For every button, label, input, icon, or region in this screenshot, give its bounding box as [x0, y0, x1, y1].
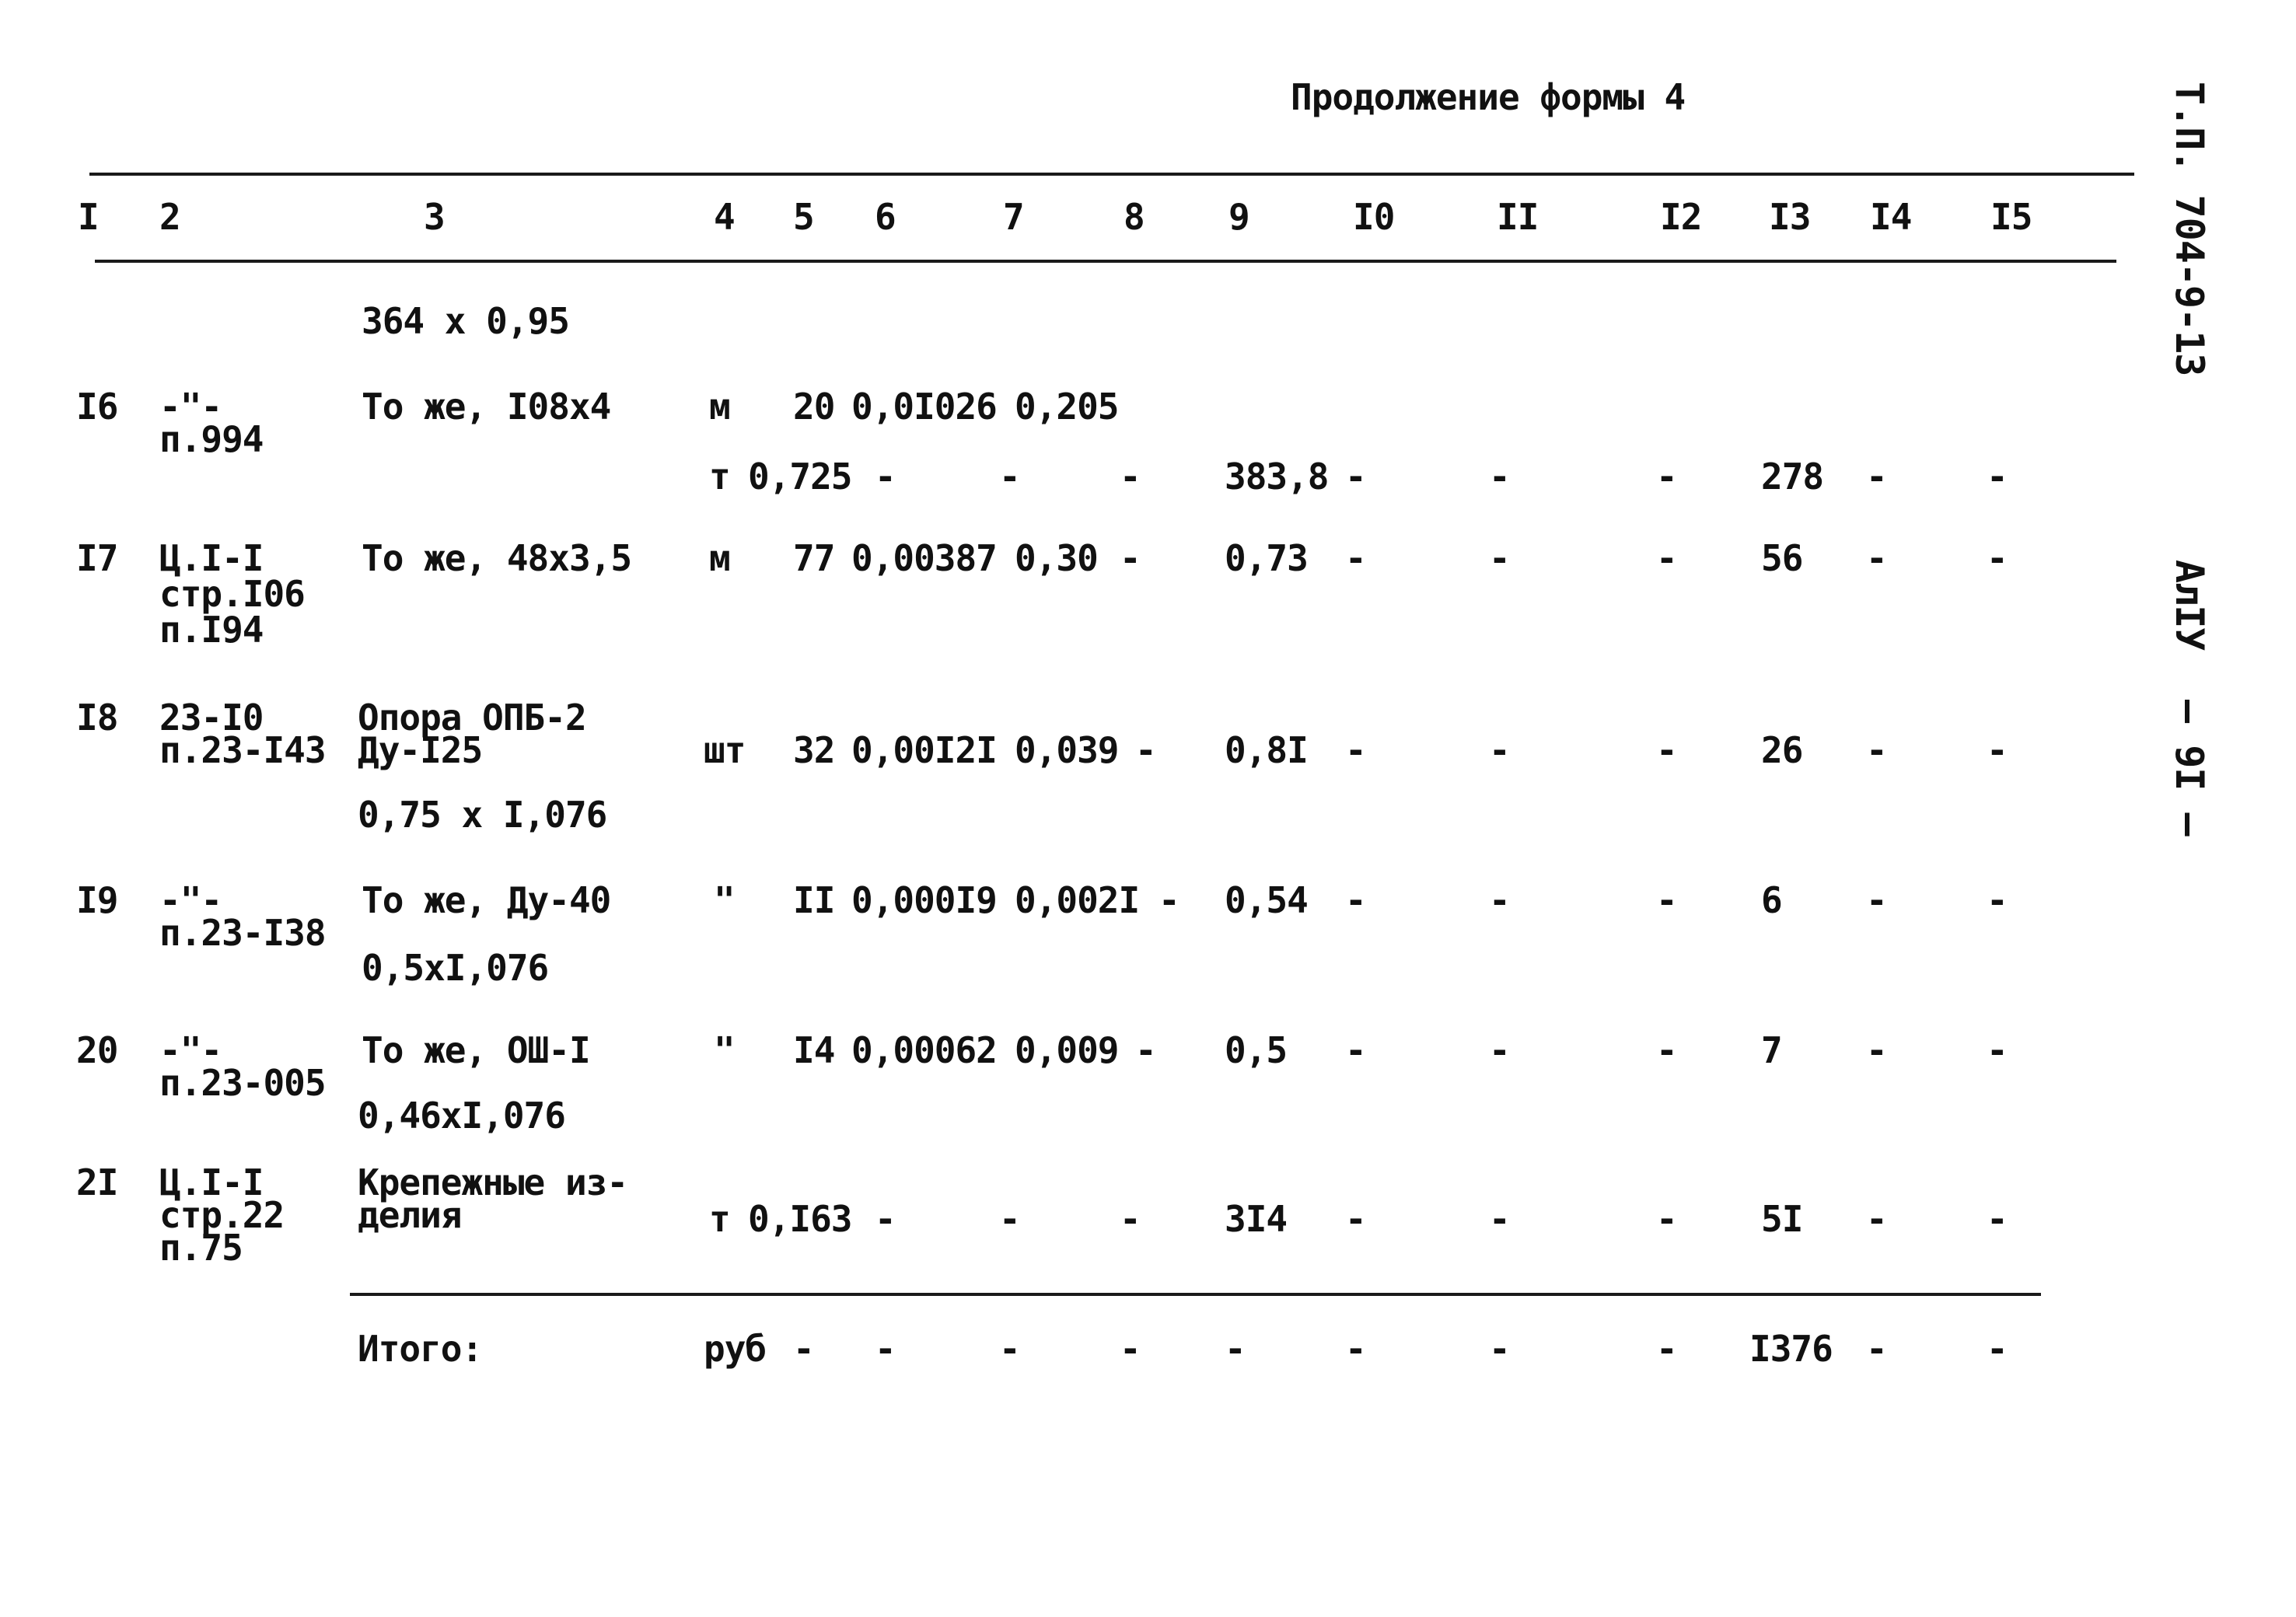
col-header: 9 — [1228, 196, 1249, 238]
col-header: I — [78, 196, 99, 238]
cell-c12: - — [1656, 456, 1677, 498]
cell-c5: 0,I63 — [748, 1198, 852, 1240]
col-header: 8 — [1124, 196, 1145, 238]
col-header: 2 — [159, 196, 180, 238]
row-name: 0,46xI,076 — [358, 1095, 565, 1137]
cell-c13: 56 — [1761, 537, 1803, 579]
col-header: II — [1497, 196, 1539, 238]
row-number: I7 — [76, 537, 118, 579]
row-ref: 23-I0 — [159, 697, 264, 739]
cell-c11: - — [1489, 456, 1510, 498]
cell-c15: - — [1987, 1328, 2008, 1370]
cell-c5: I4 — [793, 1029, 835, 1071]
row-name: 0,5xI,076 — [362, 947, 549, 989]
total-rule — [350, 1293, 2041, 1296]
col-header: I0 — [1353, 196, 1395, 238]
cell-c8: - — [1120, 537, 1141, 579]
row-number: 2I — [76, 1161, 118, 1203]
row-name: То же, ОШ-I — [362, 1029, 590, 1071]
cell-c6: - — [875, 1198, 896, 1240]
cell-c9: 383,8 — [1225, 456, 1329, 498]
header-bottom-rule — [95, 260, 2116, 263]
cell-c15: - — [1987, 729, 2008, 771]
cell-c7: - — [999, 456, 1020, 498]
cell-c8: - — [1135, 729, 1156, 771]
page-number: — 9I — — [2167, 700, 2212, 836]
cell-c15: - — [1987, 879, 2008, 921]
cell-c14: - — [1866, 537, 1887, 579]
cell-c7: 0,30 — [1015, 537, 1098, 579]
cell-c8: - — [1120, 1328, 1141, 1370]
cell-c9: 0,73 — [1225, 537, 1308, 579]
cell-unit: м — [709, 537, 730, 579]
cell-c7: 0,002I — [1015, 879, 1140, 921]
cell-c10: - — [1345, 537, 1366, 579]
cell-c5: - — [793, 1328, 814, 1370]
col-header: 5 — [793, 196, 814, 238]
cell-c13: 5I — [1761, 1198, 1803, 1240]
cell-c5: II — [793, 879, 835, 921]
cell-c6: 0,0I026 — [851, 386, 997, 428]
row-ref: Ц.I-I — [159, 537, 264, 579]
cell-c10: - — [1345, 456, 1366, 498]
cell-c12: - — [1656, 1328, 1677, 1370]
cell-unit: т — [709, 1198, 730, 1240]
cell-c8: - — [1158, 879, 1179, 921]
row-number: I6 — [76, 386, 118, 428]
cell-c10: - — [1345, 1029, 1366, 1071]
cell-c7: 0,039 — [1015, 729, 1119, 771]
cell-c15: - — [1987, 456, 2008, 498]
cell-c6: 0,00062 — [851, 1029, 997, 1071]
row-ref: п.23-I38 — [159, 912, 326, 954]
cell-c11: - — [1489, 1328, 1510, 1370]
cell-c14: - — [1866, 1029, 1887, 1071]
cell-unit: м — [709, 386, 730, 428]
row-ref: п.75 — [159, 1227, 243, 1269]
row-number: 20 — [76, 1029, 118, 1071]
cell-c7: - — [999, 1328, 1020, 1370]
cell-c14: - — [1866, 1328, 1887, 1370]
col-header: I3 — [1769, 196, 1811, 238]
col-header: 6 — [875, 196, 896, 238]
cell-c9: - — [1225, 1328, 1246, 1370]
row-name: делия — [358, 1194, 462, 1236]
col-header: I4 — [1870, 196, 1912, 238]
cell-unit: " — [714, 879, 735, 921]
row-ref: п.23-I43 — [159, 729, 326, 771]
doc-code: Т.П. 704-9-13 — [2167, 82, 2212, 376]
cell-c13: 6 — [1761, 879, 1782, 921]
total-label: Итого: — [358, 1328, 483, 1370]
cell-c12: - — [1656, 879, 1677, 921]
cell-c9: 0,5 — [1225, 1029, 1288, 1071]
cell-c6: 0,00I2I — [851, 729, 997, 771]
row-number: I8 — [76, 697, 118, 739]
cell-c15: - — [1987, 537, 2008, 579]
col-header: 4 — [714, 196, 735, 238]
cell-c10: - — [1345, 729, 1366, 771]
row-ref: Ц.I-I — [159, 1161, 264, 1203]
cell-c15: - — [1987, 1029, 2008, 1071]
row-ref: -"- — [159, 879, 222, 921]
cell-c10: - — [1345, 1328, 1366, 1370]
cell-c14: - — [1866, 1198, 1887, 1240]
row-number: I9 — [76, 879, 118, 921]
cell-c6: 0,000I9 — [851, 879, 997, 921]
row-name: То же, Ду-40 — [362, 879, 611, 921]
cell-unit: " — [714, 1029, 735, 1071]
album-code: АлIУ — [2167, 560, 2212, 651]
cell-c9: 0,8I — [1225, 729, 1308, 771]
row-ref: стр.I06 — [159, 573, 305, 615]
cell-c5: 0,725 — [748, 456, 852, 498]
row-name: То же, 48x3,5 — [362, 537, 632, 579]
cell-c8: - — [1120, 456, 1141, 498]
row-name: Крепежные из- — [358, 1161, 628, 1203]
cell-c6: 0,00387 — [851, 537, 997, 579]
row-name: 0,75 x I,076 — [358, 794, 607, 836]
cell-c15: - — [1987, 1198, 2008, 1240]
form-title: Продолжение формы 4 — [1291, 76, 1686, 118]
cell-c12: - — [1656, 537, 1677, 579]
cell-c5: 20 — [793, 386, 835, 428]
cell-c11: - — [1489, 729, 1510, 771]
row-ref: п.I94 — [159, 609, 264, 651]
cell-c12: - — [1656, 1029, 1677, 1071]
cell-unit: руб — [704, 1328, 767, 1370]
row-name: То же, I08x4 — [362, 386, 611, 428]
cell-c7: 0,009 — [1015, 1029, 1119, 1071]
cell-c10: - — [1345, 1198, 1366, 1240]
cell-c11: - — [1489, 1198, 1510, 1240]
header-top-rule — [89, 173, 2134, 176]
col-header: I2 — [1660, 196, 1702, 238]
cell-c11: - — [1489, 537, 1510, 579]
cell-unit: т — [709, 456, 730, 498]
cell-c6: - — [875, 456, 896, 498]
cell-c13: 26 — [1761, 729, 1803, 771]
cell-unit: шт — [704, 729, 746, 771]
cell-c12: - — [1656, 1198, 1677, 1240]
cell-c10: - — [1345, 879, 1366, 921]
cell-c13: 7 — [1761, 1029, 1782, 1071]
cell-c9: 0,54 — [1225, 879, 1308, 921]
cell-c9: 3I4 — [1225, 1198, 1288, 1240]
cell-c14: - — [1866, 729, 1887, 771]
cell-c5: 77 — [793, 537, 835, 579]
row-ref: -"- — [159, 1029, 222, 1071]
cell-c6: - — [875, 1328, 896, 1370]
col-header: 3 — [424, 196, 445, 238]
row-ref: п.994 — [159, 418, 264, 460]
row-ref: п.23-005 — [159, 1062, 326, 1104]
cell-c7: 0,205 — [1015, 386, 1119, 428]
col-header: I5 — [1990, 196, 2032, 238]
cell-c7: - — [999, 1198, 1020, 1240]
cell-c14: - — [1866, 456, 1887, 498]
cell-c14: - — [1866, 879, 1887, 921]
cell-c11: - — [1489, 879, 1510, 921]
cell-c8: - — [1120, 1198, 1141, 1240]
row-ref: -"- — [159, 386, 222, 428]
row-name: Опора ОПБ-2 — [358, 697, 586, 739]
cell-c11: - — [1489, 1029, 1510, 1071]
cell-c13: I376 — [1749, 1328, 1833, 1370]
col-header: 7 — [1003, 196, 1024, 238]
cell-c13: 278 — [1761, 456, 1824, 498]
row-name: Ду-I25 — [358, 729, 483, 771]
row-ref: стр.22 — [159, 1194, 285, 1236]
carry-over-dimension: 364 x 0,95 — [362, 300, 569, 342]
cell-c12: - — [1656, 729, 1677, 771]
cell-c8: - — [1135, 1029, 1156, 1071]
cell-c5: 32 — [793, 729, 835, 771]
